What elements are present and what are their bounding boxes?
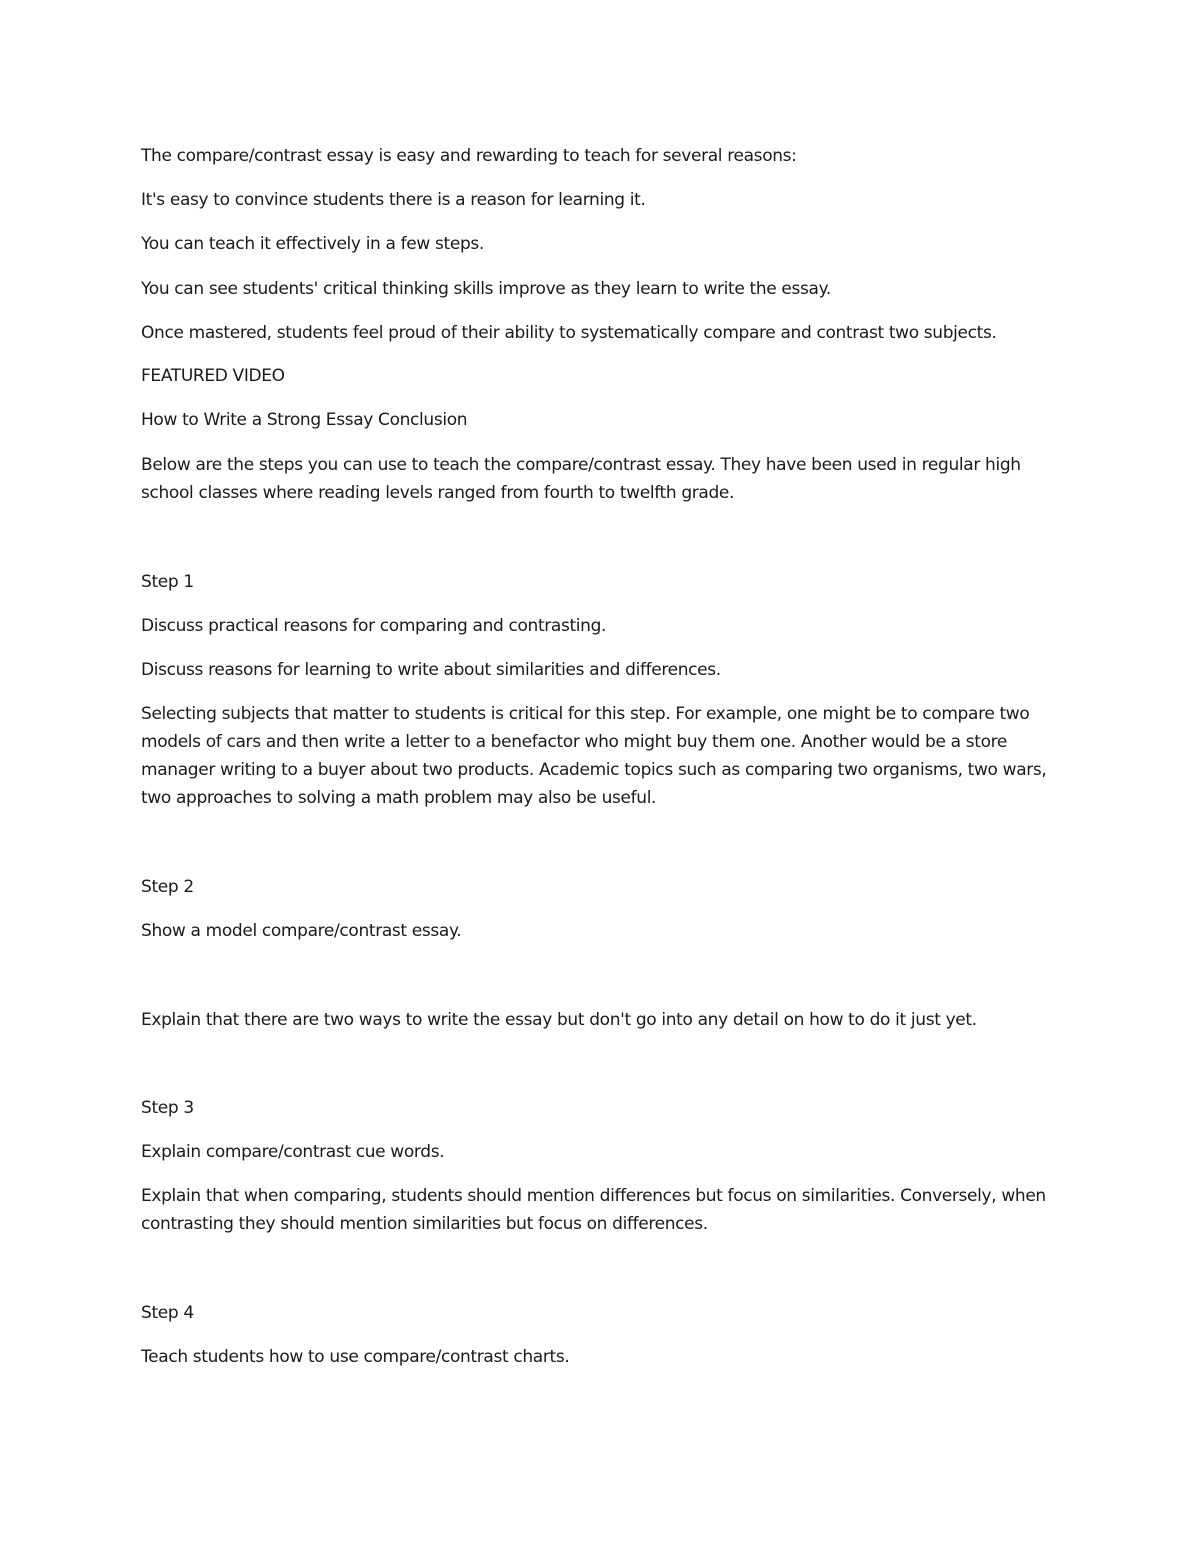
body-paragraph: Selecting subjects that matter to students is critical for this step. For example, one might be to compare two models of cars and then write a letter to a benefactor who might buy them one. Another would be a store manager writing to a buyer about two products. Academic topics such as comparing two organisms, two wars, two approaches to solving a math problem may also be useful. [141,704,1047,808]
body-paragraph: Teach students how to use compare/contrast charts. [141,1347,570,1367]
steps-intro-paragraph: Below are the steps you can use to teach the compare/contrast essay. They have been used in regular high school classes where reading levels ranged from fourth to twelfth grade. [141,455,1021,503]
body-paragraph: Discuss practical reasons for comparing and contrasting. [141,616,607,636]
reason-item: Once mastered, students feel proud of their ability to systematically compare and contrast two subjects. [141,323,997,343]
body-paragraph: Discuss reasons for learning to write about similarities and differences. [141,660,721,680]
video-title: How to Write a Strong Essay Conclusion [141,410,468,430]
reason-item: It's easy to convince students there is a reason for learning it. [141,190,646,210]
step-heading: Step 2 [141,877,194,897]
body-paragraph: Explain compare/contrast cue words. [141,1142,445,1162]
reason-item: You can teach it effectively in a few steps. [141,234,484,254]
intro-paragraph: The compare/contrast essay is easy and rewarding to teach for several reasons: [141,146,797,166]
step-heading: Step 4 [141,1303,194,1323]
featured-video-label: FEATURED VIDEO [141,366,285,386]
reason-item: You can see students' critical thinking skills improve as they learn to write the essay. [141,279,831,299]
step-heading: Step 1 [141,572,194,592]
body-paragraph: Show a model compare/contrast essay. [141,921,462,941]
step-heading: Step 3 [141,1098,194,1118]
body-paragraph: Explain that when comparing, students should mention differences but focus on similarities. Conversely, when contrasting they should mention similarities but focus on differences. [141,1186,1046,1234]
body-paragraph: Explain that there are two ways to write the essay but don't go into any detail on how to do it just yet. [141,1010,977,1030]
